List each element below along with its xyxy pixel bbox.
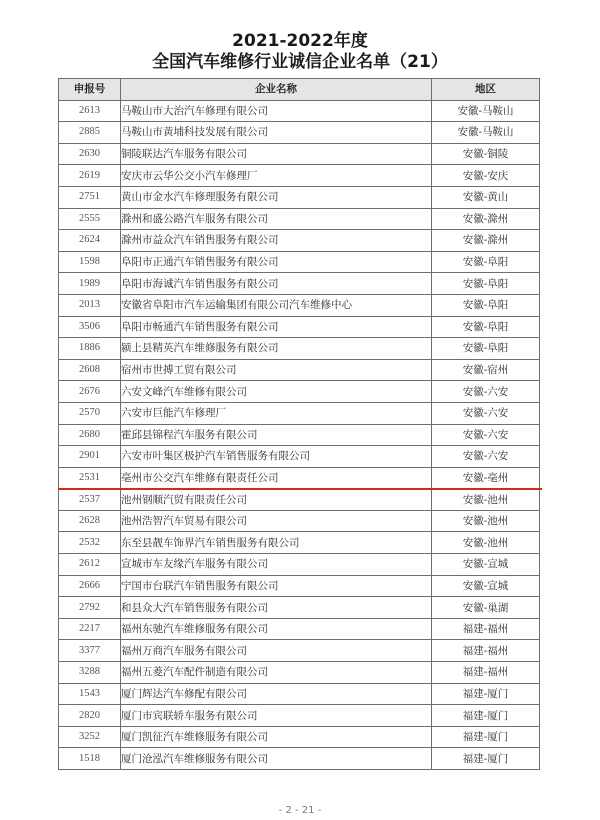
company-name-cell: 阜阳市畅通汽车销售服务有限公司 (121, 316, 432, 338)
company-name-cell: 福州五菱汽车配件制造有限公司 (121, 662, 432, 684)
application-number-cell: 1598 (59, 251, 121, 273)
application-number-cell: 2628 (59, 510, 121, 532)
company-name-cell: 铜陵联达汽车服务有限公司 (121, 143, 432, 165)
application-number-cell: 3252 (59, 726, 121, 748)
application-number-cell: 2532 (59, 532, 121, 554)
application-number-cell: 2630 (59, 143, 121, 165)
company-name-cell: 安庆市云华公交小汽车修理厂 (121, 165, 432, 187)
table-row (59, 208, 540, 230)
application-number-cell: 3506 (59, 316, 121, 338)
region-cell: 安徽-宿州 (432, 359, 540, 381)
red-underline-mark (58, 488, 542, 490)
application-number-cell: 3288 (59, 662, 121, 684)
application-number-cell: 2820 (59, 705, 121, 727)
table-row (59, 186, 540, 208)
application-number-cell: 1989 (59, 273, 121, 295)
region-cell: 福建-厦门 (432, 705, 540, 727)
table-row (59, 618, 540, 640)
table-row (59, 251, 540, 273)
table-row (59, 510, 540, 532)
header-company-name: 企业名称 (121, 79, 432, 101)
company-name-cell: 阜阳市正通汽车销售服务有限公司 (121, 251, 432, 273)
table-row (59, 640, 540, 662)
region-cell: 安徽-宣城 (432, 575, 540, 597)
application-number-cell: 2608 (59, 359, 121, 381)
table-row (59, 662, 540, 684)
company-name-cell: 颍上县精英汽车维修服务有限公司 (121, 338, 432, 360)
application-number-cell: 2555 (59, 208, 121, 230)
application-number-cell: 2624 (59, 230, 121, 252)
company-name-cell: 宁国市台联汽车销售服务有限公司 (121, 575, 432, 597)
region-cell: 安徽-黄山 (432, 186, 540, 208)
table-row (59, 446, 540, 468)
table-row (59, 402, 540, 424)
application-number-cell: 2885 (59, 122, 121, 144)
table-row (59, 381, 540, 403)
table-row (59, 597, 540, 619)
page-title: 全国汽车维修行业诚信企业名单（21） (152, 52, 448, 72)
region-cell: 安徽-阜阳 (432, 316, 540, 338)
region-cell: 安徽-六安 (432, 446, 540, 468)
application-number-cell: 2901 (59, 446, 121, 468)
application-number-cell: 2619 (59, 165, 121, 187)
company-name-cell: 马鞍山市大治汽车修理有限公司 (121, 100, 432, 122)
region-cell: 福建-福州 (432, 618, 540, 640)
application-number-cell: 2680 (59, 424, 121, 446)
application-number-cell: 2612 (59, 554, 121, 576)
company-name-cell: 厦门市宾联轿车服务有限公司 (121, 705, 432, 727)
region-cell: 安徽-马鞍山 (432, 122, 540, 144)
company-name-cell: 池州钢顺汽贸有限责任公司 (121, 489, 432, 511)
application-number-cell: 2613 (59, 100, 121, 122)
company-name-cell: 宿州市世搏工贸有限公司 (121, 359, 432, 381)
application-number-cell: 2666 (59, 575, 121, 597)
table-row (59, 100, 540, 122)
application-number-cell: 2217 (59, 618, 121, 640)
table-row (59, 143, 540, 165)
company-name-cell: 黄山市金水汽车修理服务有限公司 (121, 186, 432, 208)
company-name-cell: 滁州和盛公路汽车服务有限公司 (121, 208, 432, 230)
company-name-cell: 宣城市车友缘汽车服务有限公司 (121, 554, 432, 576)
company-name-cell: 安徽省阜阳市汽车运输集团有限公司汽车维修中心 (121, 294, 432, 316)
company-name-cell: 厦门辉达汽车修配有限公司 (121, 683, 432, 705)
application-number-cell: 1518 (59, 748, 121, 770)
table-row (59, 575, 540, 597)
company-name-cell: 厦门沧泓汽车维修服务有限公司 (121, 748, 432, 770)
company-name-cell: 六安市巨能汽车修理厂 (121, 402, 432, 424)
region-cell: 安徽-巢湖 (432, 597, 540, 619)
region-cell: 福建-厦门 (432, 726, 540, 748)
application-number-cell: 2676 (59, 381, 121, 403)
region-cell: 安徽-阜阳 (432, 273, 540, 295)
title-year: 2021-2022年度 (232, 31, 368, 51)
table-row (59, 726, 540, 748)
company-name-cell: 福州万商汽车服务有限公司 (121, 640, 432, 662)
application-number-cell: 2531 (59, 467, 121, 489)
table-row (59, 273, 540, 295)
header-row (59, 79, 540, 101)
page-number: - 2 - 21 - (278, 805, 322, 816)
table-row (59, 683, 540, 705)
application-number-cell: 1886 (59, 338, 121, 360)
application-number-cell: 2751 (59, 186, 121, 208)
table-row (59, 338, 540, 360)
table-row (59, 316, 540, 338)
header-application-number: 申报号 (59, 79, 121, 101)
company-name-cell: 马鞍山市黄埔科技发展有限公司 (121, 122, 432, 144)
table-row (59, 359, 540, 381)
region-cell: 安徽-阜阳 (432, 294, 540, 316)
region-cell: 安徽-滁州 (432, 208, 540, 230)
table-row (59, 122, 540, 144)
region-cell: 安徽-池州 (432, 510, 540, 532)
company-name-cell: 池州浩智汽车贸易有限公司 (121, 510, 432, 532)
application-number-cell: 2570 (59, 402, 121, 424)
table-row (59, 489, 540, 511)
table-row (59, 165, 540, 187)
region-cell: 安徽-安庆 (432, 165, 540, 187)
region-cell: 安徽-六安 (432, 424, 540, 446)
region-cell: 安徽-阜阳 (432, 251, 540, 273)
company-name-cell: 霍邱县锦程汽车服务有限公司 (121, 424, 432, 446)
company-name-cell: 福州东驰汽车维修服务有限公司 (121, 618, 432, 640)
region-cell: 安徽-宣城 (432, 554, 540, 576)
table-header (59, 79, 540, 101)
region-cell: 安徽-马鞍山 (432, 100, 540, 122)
application-number-cell: 2537 (59, 489, 121, 511)
table-row (59, 748, 540, 770)
region-cell: 安徽-池州 (432, 489, 540, 511)
application-number-cell: 2013 (59, 294, 121, 316)
region-cell: 安徽-滁州 (432, 230, 540, 252)
region-cell: 安徽-六安 (432, 381, 540, 403)
region-cell: 安徽-六安 (432, 402, 540, 424)
region-cell: 安徽-铜陵 (432, 143, 540, 165)
table-row (59, 532, 540, 554)
company-name-cell: 滁州市益众汽车销售服务有限公司 (121, 230, 432, 252)
application-number-cell: 3377 (59, 640, 121, 662)
region-cell: 福建-福州 (432, 640, 540, 662)
company-name-cell: 和县众大汽车销售服务有限公司 (121, 597, 432, 619)
table-row (59, 230, 540, 252)
table-row (59, 467, 540, 489)
company-name-cell: 阜阳市海诚汽车销售服务有限公司 (121, 273, 432, 295)
application-number-cell: 2792 (59, 597, 121, 619)
region-cell: 福建-福州 (432, 662, 540, 684)
company-name-cell: 亳州市公交汽车维修有限责任公司 (121, 467, 432, 489)
table-row (59, 294, 540, 316)
table-row (59, 424, 540, 446)
header-region: 地区 (432, 79, 540, 101)
company-name-cell: 六安文峰汽车维修有限公司 (121, 381, 432, 403)
region-cell: 安徽-池州 (432, 532, 540, 554)
table-row (59, 705, 540, 727)
region-cell: 安徽-阜阳 (432, 338, 540, 360)
region-cell: 安徽-亳州 (432, 467, 540, 489)
table-body (59, 100, 540, 769)
region-cell: 福建-厦门 (432, 748, 540, 770)
company-name-cell: 厦门凯征汽车维修服务有限公司 (121, 726, 432, 748)
company-name-cell: 六安市叶集区极护汽车销售服务有限公司 (121, 446, 432, 468)
application-number-cell: 1543 (59, 683, 121, 705)
enterprise-table (58, 78, 540, 770)
company-name-cell: 东至县靓车饰界汽车销售服务有限公司 (121, 532, 432, 554)
table-row (59, 554, 540, 576)
region-cell: 福建-厦门 (432, 683, 540, 705)
